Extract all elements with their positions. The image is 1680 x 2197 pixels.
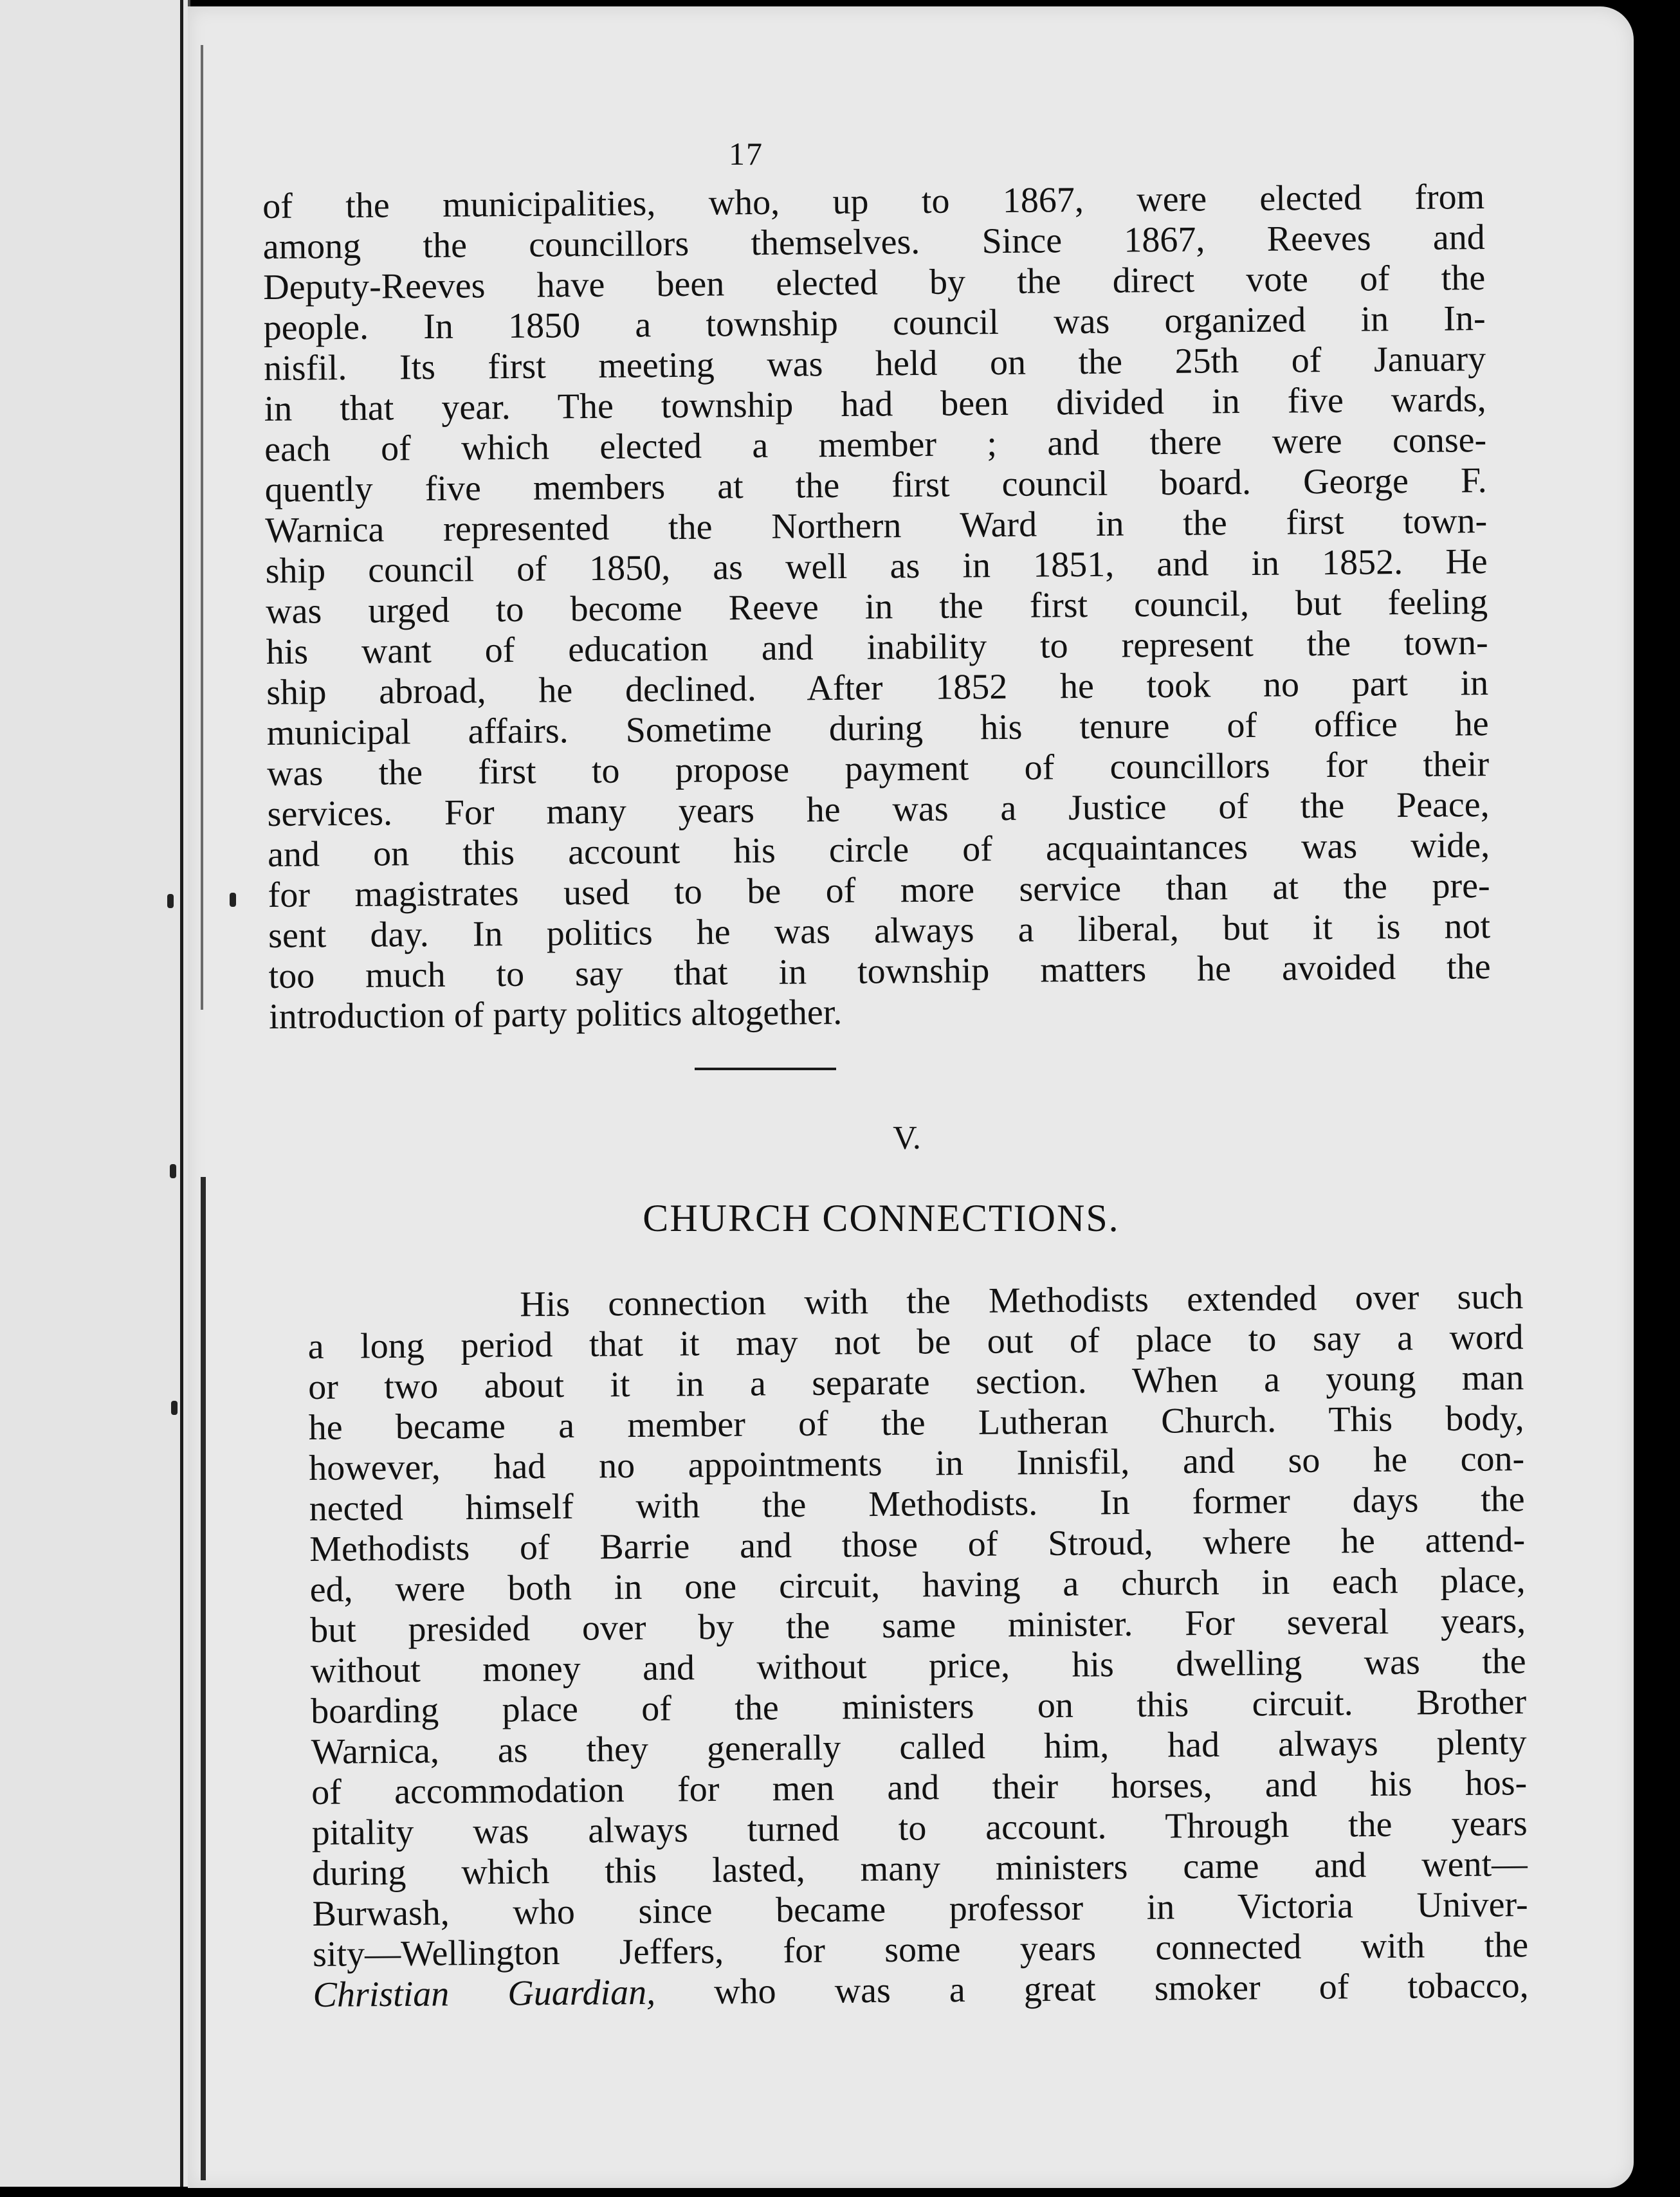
- text-line: boarding place of the ministers on this circuit. Brother: [310, 1682, 1527, 1731]
- text-line: Methodists of Barrie and those of Stroud, where he attend-: [309, 1520, 1526, 1569]
- text-line: Burwash, who since became professor in Victoria Univer-: [312, 1884, 1528, 1934]
- text-line: Warnica, as they generally called him, had always plenty: [311, 1722, 1527, 1772]
- margin-mark: [171, 1401, 178, 1415]
- margin-mark: [167, 894, 174, 908]
- text-line: of accommodation for men and their horses, and his hos-: [311, 1763, 1528, 1812]
- body-paragraph: [262, 177, 1491, 1037]
- facing-page-margin: [0, 0, 190, 2187]
- text-line: in that year. The township had been divided in five wards,: [264, 379, 1486, 429]
- text-line: services. For many years he was a Justice of the Peace,: [267, 785, 1490, 834]
- text-line: pitality was always turned to account. Through the years: [311, 1803, 1528, 1853]
- gutter-shadow-lower: [201, 1177, 206, 2180]
- text-line: without money and without price, his dwelling was the: [310, 1641, 1526, 1691]
- section-title: CHURCH CONNECTIONS.: [643, 1197, 1120, 1239]
- text-line: or two about it in a separate section. When a young man: [307, 1358, 1524, 1407]
- text-line: quently five members at the first council board. George F.: [264, 460, 1487, 510]
- section-numeral: V.: [893, 1120, 921, 1156]
- text-line: was the first to propose payment of councillors for their: [266, 744, 1490, 794]
- text-line: of the municipalities, who, up to 1867, were elected from: [262, 177, 1485, 226]
- text-line: among the councillors themselves. Since 1867, Reeves and: [262, 217, 1485, 267]
- text-line: was urged to become Reeve in the first council, but feeling: [265, 582, 1488, 632]
- text-line: Deputy-Reeves have been elected by the direct vote of the: [262, 258, 1486, 307]
- text-line-rest: who was a great smoker of tobacco,: [655, 1965, 1529, 2012]
- section-paragraph: [307, 1277, 1529, 2016]
- text-line: ship council of 1850, as well as in 1851, and in 1852. He: [265, 542, 1488, 591]
- text-line: ship abroad, he declined. After 1852 he took no part in: [266, 663, 1489, 713]
- text-line: ed, were both in one circuit, having a church in each place,: [309, 1560, 1526, 1610]
- text-line: a long period that it may not be out of place to say a word: [307, 1317, 1524, 1367]
- text-line: people. In 1850 a township council was organized in In-: [263, 298, 1486, 348]
- text-line: municipal affairs. Sometime during his tenure of office he: [266, 704, 1489, 753]
- text-line: too much to say that in township matters he avoided the: [268, 947, 1491, 996]
- gutter-shadow-upper: [201, 45, 203, 1010]
- page-number: 17: [729, 136, 763, 172]
- text-line: introduction of party politics altogether.: [268, 992, 843, 1037]
- text-line: nected himself with the Methodists. In former days the: [309, 1479, 1525, 1529]
- text-line: sent day. In politics he was always a liberal, but it is not: [268, 906, 1491, 956]
- text-line: each of which elected a member ; and there were conse-: [264, 420, 1487, 469]
- binding-edge: [180, 0, 183, 2187]
- text-line: His connection with the Methodists extended over such: [519, 1277, 1524, 1325]
- margin-mark: [230, 893, 236, 907]
- section-divider: [695, 1068, 836, 1070]
- margin-mark: [170, 1164, 176, 1178]
- text-line: however, had no appointments in Innisfil, and so he con-: [308, 1439, 1525, 1488]
- text-line: he became a member of the Lutheran Church. This body,: [308, 1398, 1524, 1448]
- text-line: his want of education and inability to represent the town-: [266, 623, 1488, 672]
- text-line: sity—Wellington Jeffers, for some years connected with the: [312, 1925, 1529, 1974]
- text-line: but presided over by the same minister. For several years,: [309, 1601, 1526, 1650]
- text-line: Warnica represented the Northern Ward in the first town-: [264, 501, 1488, 551]
- text-line: for magistrates used to be of more service than at the pre-: [268, 866, 1490, 915]
- text-line: and on this account his circle of acquaintances was wide,: [267, 825, 1490, 875]
- text-line: during which this lasted, many ministers came and went—: [311, 1844, 1528, 1893]
- text-line: nisfil. Its first meeting was held on the 25th of January: [263, 339, 1486, 388]
- italic-title: Christian Guardian,: [313, 1972, 656, 2015]
